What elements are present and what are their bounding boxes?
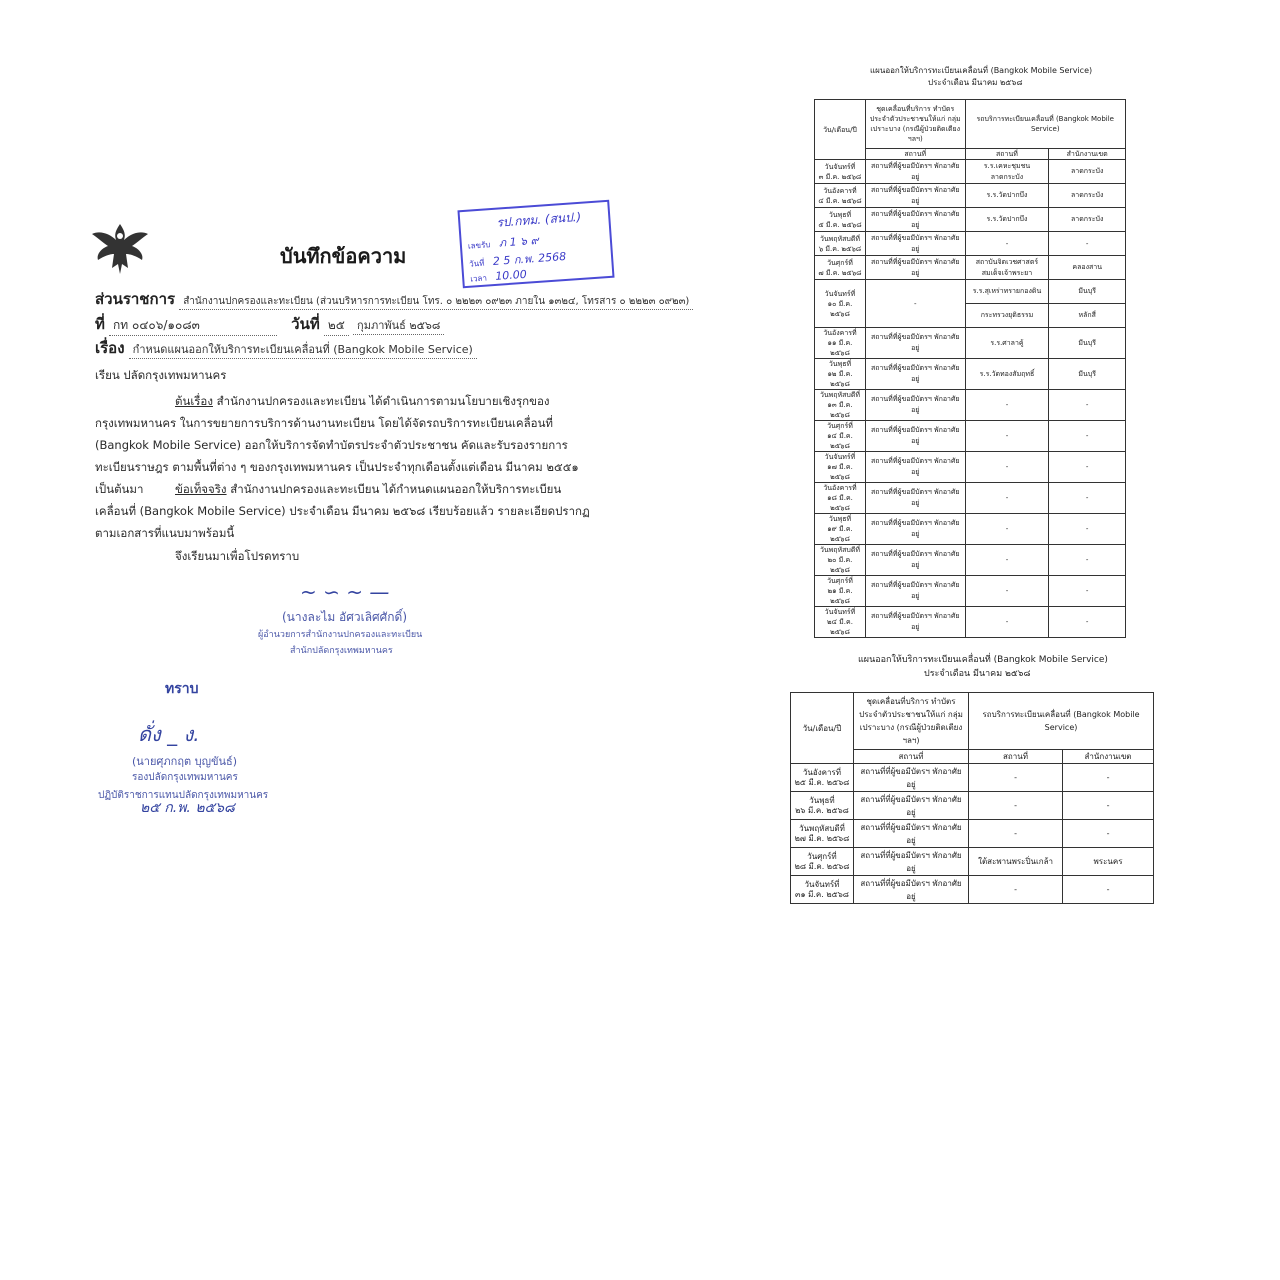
row-bus-place: ร.ร.วัดทองสัมฤทธิ์ (965, 359, 1049, 390)
row-date-cell (815, 421, 866, 452)
row-date: ๓๑ มี.ค. ๒๕๖๘ (795, 889, 849, 899)
date-label: วันที่ (291, 315, 320, 333)
signer-2-title-2: ปฏิบัติราชการแทนปลัดกรุงเทพมหานคร (98, 790, 269, 801)
table-row (815, 421, 1126, 452)
date-day: ๒๕ (324, 316, 349, 336)
row-bus-district: - (1063, 820, 1154, 848)
row-bus-place: - (965, 452, 1049, 483)
signature-1-icon: ~ ∽ ~ — (300, 580, 390, 604)
row-mobile-unit-place: สถานที่ที่ผู้ขอมีบัตรฯ พักอาศัยอยู่ (865, 184, 965, 208)
row-bus-place: - (965, 421, 1049, 452)
stamp-date-value: 2 5 ก.พ. 2568 (492, 249, 567, 269)
row-bus-place: - (965, 390, 1049, 421)
receipt-stamp (457, 200, 614, 288)
row-day: วันอังคารที่ (823, 329, 857, 337)
row-date-cell (815, 328, 866, 359)
row-bus-district: - (1049, 483, 1126, 514)
row-date-cell (815, 160, 866, 184)
row-day: วันพุธที่ (828, 515, 852, 523)
department-label: ส่วนราชการ (95, 290, 176, 308)
col-group-b-header: รถบริการทะเบียนเคลื่อนที่ (Bangkok Mobile Service) (969, 693, 1154, 750)
row-mobile-unit-place: สถานที่ที่ผู้ขอมีบัตรฯ พักอาศัยอยู่ (865, 160, 965, 184)
stamp-number-label: เลขรับ (467, 240, 491, 251)
paragraph-background-lead: ต้นเรื่อง (175, 394, 213, 408)
row-date-cell (815, 280, 866, 328)
schedule-table-1 (814, 99, 1126, 638)
col-group-a-header: ชุดเคลื่อนที่บริการ ทำบัตรประจำตัวประชาชนให้แก่ กลุ่มเปราะบาง (กรณีผู้ป่วยติดเตียง ฯลฯ) (853, 693, 968, 750)
memo-title: บันทึกข้อความ (280, 244, 407, 268)
row-bus-place: ร.ร.สุเหร่าทรายกองดิน (965, 280, 1049, 304)
row-mobile-unit-place: สถานที่ที่ผู้ขอมีบัตรฯ พักอาศัยอยู่ (853, 792, 968, 820)
signer-2-date: ๒๕ ก.พ. ๒๕๖๘ (140, 800, 235, 816)
row-date: ๓ มี.ค. ๒๕๖๘ (818, 172, 862, 181)
row-date-cell (815, 452, 866, 483)
table-row (815, 232, 1126, 256)
date-rest: กุมภาพันธ์ ๒๕๖๘ (353, 316, 444, 335)
row-date: ๑๓ มี.ค. ๒๕๖๘ (827, 401, 853, 419)
row-date-cell (815, 208, 866, 232)
ref-value: กท ๐๔๐๖/๑๐๘๓ (109, 316, 277, 336)
stamp-org: รป.กทม. (สนป.) (495, 209, 582, 230)
row-mobile-unit-place: สถานที่ที่ผู้ขอมีบัตรฯ พักอาศัยอยู่ (865, 514, 965, 545)
schedule-2-subtitle: ประจำเดือน มีนาคม ๒๕๖๘ (924, 669, 1031, 679)
schedule-1-subtitle: ประจำเดือน มีนาคม ๒๕๖๘ (928, 78, 1023, 87)
row-date: ๔ มี.ค. ๒๕๖๘ (818, 196, 862, 205)
signer-1-title-2: สำนักปลัดกรุงเทพมหานคร (290, 646, 393, 656)
row-mobile-unit-place: สถานที่ที่ผู้ขอมีบัตรฯ พักอาศัยอยู่ (865, 208, 965, 232)
row-date: ๒๖ มี.ค. ๒๕๖๘ (795, 805, 849, 815)
row-bus-district: หลักสี่ (1049, 304, 1126, 328)
row-date: ๑๙ มี.ค. ๒๕๖๘ (827, 525, 853, 543)
paragraph-facts-lead: ข้อเท็จจริง (175, 482, 227, 496)
row-bus-place: - (965, 483, 1049, 514)
schedule-2-title: แผนออกให้บริการทะเบียนเคลื่อนที่ (Bangkok Mobile Service) (858, 655, 1108, 665)
signer-1-name: (นางละไม อัศวเลิศศักดิ์) (282, 610, 408, 624)
row-day: วันอังคารที่ (823, 186, 857, 195)
garuda-emblem-icon (90, 220, 150, 276)
row-mobile-unit-place: สถานที่ที่ผู้ขอมีบัตรฯ พักอาศัยอยู่ (865, 452, 965, 483)
row-mobile-unit-place: สถานที่ที่ผู้ขอมีบัตรฯ พักอาศัยอยู่ (865, 256, 965, 280)
memo-page (0, 0, 690, 860)
table-row (791, 820, 1154, 848)
row-day: วันพุธที่ (828, 210, 852, 219)
table-row (815, 607, 1126, 638)
row-bus-place: ร.ร.วัดปากบึง (965, 208, 1049, 232)
row-mobile-unit-place: สถานที่ที่ผู้ขอมีบัตรฯ พักอาศัยอยู่ (865, 359, 965, 390)
row-bus-district: - (1063, 792, 1154, 820)
row-bus-place: - (965, 232, 1049, 256)
row-date-cell (815, 576, 866, 607)
row-bus-place: ร.ร.เคหะชุมชน ลาดกระบัง (965, 160, 1049, 184)
row-date: ๒๘ มี.ค. ๒๕๖๘ (794, 861, 850, 871)
row-mobile-unit-place: สถานที่ที่ผู้ขอมีบัตรฯ พักอาศัยอยู่ (865, 328, 965, 359)
row-date-cell (815, 514, 866, 545)
row-date-cell (815, 232, 866, 256)
row-bus-district: - (1049, 452, 1126, 483)
row-day: วันจันทร์ที่ (824, 162, 856, 171)
row-date: ๑๘ มี.ค. ๒๕๖๘ (827, 494, 853, 512)
table-row (815, 184, 1126, 208)
schedule-table-2 (790, 692, 1154, 904)
row-bus-district: - (1049, 232, 1126, 256)
row-mobile-unit-place: สถานที่ที่ผู้ขอมีบัตรฯ พักอาศัยอยู่ (853, 848, 968, 876)
paragraph-facts (95, 478, 600, 544)
row-mobile-unit-place: สถานที่ที่ผู้ขอมีบัตรฯ พักอาศัยอยู่ (865, 576, 965, 607)
row-mobile-unit-place: สถานที่ที่ผู้ขอมีบัตรฯ พักอาศัยอยู่ (853, 876, 968, 904)
row-mobile-unit-place: - (865, 280, 965, 328)
row-date-cell (791, 848, 854, 876)
department-value: สำนักงานปกครองและทะเบียน (ส่วนบริหารการทะเบียน โทร. ๐ ๒๒๒๓ ๐๙๒๓ ภายใน ๑๓๒๔, โทรสาร ๐ ๒๒๒๓ ๐๙๒๓) (179, 294, 693, 310)
table-row (815, 390, 1126, 421)
col-date-header: วัน/เดือน/ปี (791, 693, 854, 764)
row-mobile-unit-place: สถานที่ที่ผู้ขอมีบัตรฯ พักอาศัยอยู่ (865, 607, 965, 638)
row-date-cell (815, 359, 866, 390)
row-mobile-unit-place: สถานที่ที่ผู้ขอมีบัตรฯ พักอาศัยอยู่ (865, 232, 965, 256)
table-row (815, 545, 1126, 576)
row-day: วันพฤหัสบดีที่ (819, 391, 860, 399)
row-date-cell (791, 876, 854, 904)
table-row (815, 576, 1126, 607)
row-day: วันจันทร์ที่ (824, 608, 856, 616)
table-row (815, 514, 1126, 545)
row-bus-district: ลาดกระบัง (1049, 208, 1126, 232)
stamp-time-value: 10.00 (494, 267, 528, 283)
signer-2-title-1: รองปลัดกรุงเทพมหานคร (132, 772, 238, 783)
salutation: เรียน ปลัดกรุงเทพมหานคร (95, 368, 227, 382)
table-row (815, 208, 1126, 232)
row-mobile-unit-place: สถานที่ที่ผู้ขอมีบัตรฯ พักอาศัยอยู่ (853, 820, 968, 848)
row-date: ๑๑ มี.ค. ๒๕๖๘ (827, 339, 853, 357)
ref-row (95, 312, 444, 336)
row-date: ๑๔ มี.ค. ๒๕๖๘ (827, 432, 853, 450)
row-bus-district: มีนบุรี (1049, 328, 1126, 359)
row-bus-district: - (1049, 390, 1126, 421)
row-bus-place: - (965, 607, 1049, 638)
row-date-cell (791, 820, 854, 848)
row-bus-district: คลองสาน (1049, 256, 1126, 280)
table-row (815, 483, 1126, 514)
row-date-cell (815, 184, 866, 208)
row-bus-place: - (969, 820, 1063, 848)
row-bus-district: ลาดกระบัง (1049, 184, 1126, 208)
row-bus-place: กระทรวงยุติธรรม (965, 304, 1049, 328)
table-row (791, 848, 1154, 876)
row-mobile-unit-place: สถานที่ที่ผู้ขอมีบัตรฯ พักอาศัยอยู่ (865, 545, 965, 576)
col-b-place-header: สถานที่ (969, 750, 1063, 764)
subject-value: กำหนดแผนออกให้บริการทะเบียนเคลื่อนที่ (Bangkok Mobile Service) (129, 340, 477, 359)
stamp-time-label: เวลา (469, 273, 488, 284)
acknowledged-note: ทราบ (165, 681, 199, 697)
row-date-cell (815, 390, 866, 421)
row-date-cell (791, 764, 854, 792)
signer-1-title-1: ผู้อำนวยการสำนักงานปกครองและทะเบียน (258, 630, 423, 640)
paragraph-facts-text: สำนักงานปกครองและทะเบียน ได้กำหนดแผนออกให้บริการทะเบียนเคลื่อนที่ (Bangkok Mobile Service) ประจำเดือน มีนาคม ๒๕๖๘ เรียบร้อยแล้ว รายละเอียดปรากฏตามเอกสารที่แนบมาพร้อมนี้ (95, 482, 590, 540)
row-bus-district: - (1049, 514, 1126, 545)
row-date-cell (791, 792, 854, 820)
col-b-place-header: สถานที่ (965, 149, 1049, 160)
row-date-cell (815, 545, 866, 576)
row-day: วันพุธที่ (828, 360, 852, 368)
row-bus-place: - (969, 792, 1063, 820)
row-date: ๑๒ มี.ค. ๒๕๖๘ (827, 370, 853, 388)
row-date: ๒๐ มี.ค. ๒๕๖๘ (827, 556, 853, 574)
col-group-a-header: ชุดเคลื่อนที่บริการ ทำบัตรประจำตัวประชาชนให้แก่ กลุ่มเปราะบาง (กรณีผู้ป่วยติดเตียง ฯลฯ) (865, 100, 965, 149)
row-date: ๕ มี.ค. ๒๕๖๘ (818, 220, 862, 229)
row-bus-district: - (1049, 421, 1126, 452)
row-mobile-unit-place: สถานที่ที่ผู้ขอมีบัตรฯ พักอาศัยอยู่ (853, 764, 968, 792)
row-day: วันจันทร์ที่ (804, 879, 840, 889)
row-mobile-unit-place: สถานที่ที่ผู้ขอมีบัตรฯ พักอาศัยอยู่ (865, 390, 965, 421)
row-bus-district: พระนคร (1063, 848, 1154, 876)
paragraph-background-text: สำนักงานปกครองและทะเบียน ได้ดำเนินการตามนโยบายเชิงรุกของกรุงเทพมหานคร ในการขยายการบริการด้านงานทะเบียน โดยได้จัดรถบริการทะเบียนเคลื่อนที่ (Bangkok Mobile Service) ออกให้บริการจัดทำบัตรประจำตัวประชาชน คัดและรับรองรายการทะเบียนราษฎร ตามพื้นที่ต่าง ๆ ของกรุงเทพมหานคร เป็นประจำทุกเดือนตั้งแต่เดือน มีนาคม ๒๕๕๑ เป็นต้นมา (95, 394, 579, 496)
row-day: วันพฤหัสบดีที่ (799, 823, 845, 833)
row-day: วันศุกร์ที่ (827, 258, 853, 267)
table-row (791, 792, 1154, 820)
row-day: วันอังคารที่ (823, 484, 857, 492)
col-a-place-header: สถานที่ (865, 149, 965, 160)
row-bus-place: ร.ร.ศาลาคู้ (965, 328, 1049, 359)
col-a-place-header: สถานที่ (853, 750, 968, 764)
col-date-header: วัน/เดือน/ปี (815, 100, 866, 160)
row-bus-district: ลาดกระบัง (1049, 160, 1126, 184)
row-bus-district: - (1063, 876, 1154, 904)
subject-label: เรื่อง (95, 339, 125, 357)
row-date: ๑๗ มี.ค. ๒๕๖๘ (827, 463, 853, 481)
department-row (95, 287, 693, 311)
row-bus-district: - (1049, 545, 1126, 576)
table-header-row (791, 693, 1154, 750)
row-day: วันศุกร์ที่ (827, 422, 853, 430)
row-date: ๒๗ มี.ค. ๒๕๖๘ (794, 833, 850, 843)
row-bus-place: - (969, 876, 1063, 904)
row-day: วันอังคารที่ (802, 767, 842, 777)
row-date: ๒๑ มี.ค. ๒๕๖๘ (827, 587, 853, 605)
row-day: วันจันทร์ที่ (824, 453, 856, 461)
row-date-cell (815, 256, 866, 280)
row-bus-place: - (965, 576, 1049, 607)
table-row (791, 764, 1154, 792)
table-header-row (815, 100, 1126, 149)
row-bus-place: - (965, 545, 1049, 576)
row-bus-place: - (965, 514, 1049, 545)
table-row (815, 452, 1126, 483)
row-day: วันพฤหัสบดีที่ (819, 546, 860, 554)
col-group-b-header: รถบริการทะเบียนเคลื่อนที่ (Bangkok Mobile Service) (965, 100, 1125, 149)
row-day: วันพฤหัสบดีที่ (819, 234, 860, 243)
col-b-district-header: สำนักงานเขต (1063, 750, 1154, 764)
row-bus-place: สถาบันจิตเวชศาสตร์ สมเด็จเจ้าพระยา (965, 256, 1049, 280)
row-bus-district: - (1063, 764, 1154, 792)
row-bus-place: ร.ร.วัดปากบึง (965, 184, 1049, 208)
table-row (815, 280, 1126, 304)
subject-row (95, 336, 477, 360)
ref-label: ที่ (95, 315, 105, 333)
table-row (815, 160, 1126, 184)
row-date: ๒๕ มี.ค. ๒๕๖๘ (794, 777, 850, 787)
row-bus-district: - (1049, 576, 1126, 607)
signature-2-icon: ดั่ง _ ง. (138, 722, 200, 746)
row-date-cell (815, 483, 866, 514)
row-mobile-unit-place: สถานที่ที่ผู้ขอมีบัตรฯ พักอาศัยอยู่ (865, 421, 965, 452)
row-bus-district: มีนบุรี (1049, 280, 1126, 304)
schedule-1-title: แผนออกให้บริการทะเบียนเคลื่อนที่ (Bangkok Mobile Service) (870, 66, 1093, 75)
row-bus-district: มีนบุรี (1049, 359, 1126, 390)
table-row (815, 328, 1126, 359)
row-day: วันศุกร์ที่ (807, 851, 837, 861)
row-date: ๗ มี.ค. ๒๕๖๘ (818, 268, 862, 277)
table-row (815, 359, 1126, 390)
row-date: ๒๔ มี.ค. ๒๕๖๘ (827, 618, 853, 636)
row-day: วันศุกร์ที่ (827, 577, 853, 585)
row-bus-district: - (1049, 607, 1126, 638)
stamp-date-label: วันที่ (468, 258, 485, 269)
col-b-district-header: สำนักงานเขต (1049, 149, 1126, 160)
row-day: วันจันทร์ที่ (824, 289, 856, 298)
row-day: วันพุธที่ (809, 795, 835, 805)
table-row (815, 256, 1126, 280)
table-row (791, 876, 1154, 904)
row-mobile-unit-place: สถานที่ที่ผู้ขอมีบัตรฯ พักอาศัยอยู่ (865, 483, 965, 514)
row-bus-place: ใต้สะพานพระปิ่นเกล้า (969, 848, 1063, 876)
row-date-cell (815, 607, 866, 638)
row-bus-place: - (969, 764, 1063, 792)
stamp-number-value: ภ 1 ๖ ๙ (498, 233, 540, 250)
row-date: ๑๐ มี.ค. ๒๕๖๘ (827, 299, 853, 318)
closing-line: จึงเรียนมาเพื่อโปรดทราบ (175, 549, 300, 563)
signer-2-name: (นายศุภกฤต บุญขันธ์) (132, 755, 238, 768)
row-date: ๖ มี.ค. ๒๕๖๘ (818, 244, 862, 253)
